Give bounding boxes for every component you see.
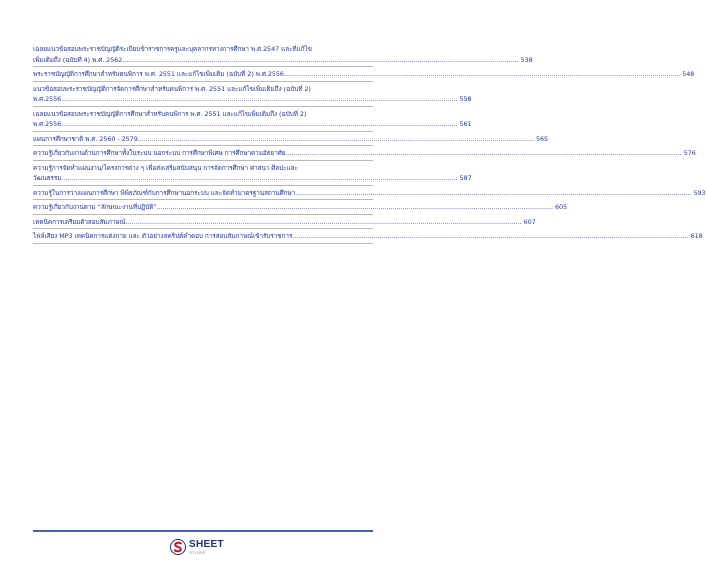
toc-leader-dots: ........................................................................................................................................................................................................ <box>283 70 681 78</box>
toc-leader-dots: ........................................................................................................................................................................................................ <box>285 149 682 157</box>
toc-entry[interactable] <box>33 67 695 82</box>
toc-leader-dots: ........................................................................................................................................................................................................ <box>122 55 519 64</box>
toc-entry-title: ความรู้การจัดทำแผนงาน/โครงการต่าง ๆ เพื่อส่งเสริมสนับสนุน การจัดการศึกษา ศาสนา ศิลปะและ <box>33 163 298 172</box>
toc-entry-title: เฉลยแนวข้อสอบพระราชบัญญัติการศึกษาสำหรับคนพิการ พ.ศ. 2551 และแก้ไขเพิ่มเติมถึง (ฉบับที่ 2) <box>33 109 307 118</box>
toc-page-number: 561 <box>459 120 472 128</box>
toc-entry-title: ความรู้เกี่ยวกับงานตาม “ลักษณะงานที่ปฏิบัติ” <box>33 203 157 211</box>
toc-page-number: 576 <box>683 149 696 157</box>
toc-page-number: 565 <box>536 134 549 143</box>
toc-page-number: 587 <box>459 174 472 182</box>
toc-leader-dots: ........................................................................................................................................................................................................ <box>61 120 458 128</box>
toc-entry-title: เฉลยแนวข้อสอบพระราชบัญญัติระเบียบข้าราชการครูและบุคลากรทางการศึกษา พ.ศ.2547 และที่แก้ไข <box>33 45 312 53</box>
toc-leader-dots: ........................................................................................................................................................................................................ <box>295 188 692 197</box>
toc-entry[interactable] <box>33 146 696 161</box>
toc-leader-dots: ........................................................................................................................................................................................................ <box>292 232 689 240</box>
toc-entry[interactable] <box>33 132 549 147</box>
toc-entry[interactable] <box>33 82 472 107</box>
toc-entry[interactable] <box>33 215 536 230</box>
footer-divider <box>33 530 373 532</box>
toc-leader-dots: ........................................................................................................................................................................................................ <box>156 203 553 211</box>
table-of-contents <box>33 42 706 244</box>
toc-entry[interactable] <box>33 161 472 186</box>
toc-page-number: 538 <box>520 55 533 64</box>
toc-page-number: 593 <box>693 188 706 197</box>
toc-page-number: 558 <box>459 95 472 103</box>
toc-entry-title: เทคนิคการเตรียมตัวสอบสัมภาษณ์ <box>33 217 126 226</box>
toc-entry-title: แนวข้อสอบพระราชบัญญัติการจัดการศึกษาสำหรับคนพิการ พ.ศ. 2551 และแก้ไขเพิ่มเติมถึง (ฉบับที่ 2) <box>33 84 311 93</box>
toc-entry-title-continued: วัฒนธรรม <box>33 174 62 182</box>
toc-entry-title: แผนการศึกษาชาติ พ.ศ. 2560 - 2579 <box>33 134 138 143</box>
toc-entry-title: ไฟล์เสียง MP3 เทคนิคการแต่งกาย และ ตัวอย่างสคริปต์คำตอบ การสอบสัมภาษณ์เข้ารับราชการ <box>33 232 293 240</box>
toc-entry-title-continued: เพิ่มเติมถึง (ฉบับที่ 4) พ.ศ. 2562 <box>33 55 123 64</box>
logo-wordmark: SHEET <box>189 538 224 550</box>
logo-subtext: STORE <box>189 549 206 555</box>
toc-entry[interactable] <box>33 200 568 215</box>
toc-page-number: 607 <box>523 217 536 226</box>
toc-page-number: 605 <box>554 203 568 211</box>
sheet-store-logo-icon <box>170 539 186 555</box>
toc-entry-title: ความรู้เกี่ยวกับงานด้านการศึกษาทั้งในระบบ นอกระบบ การศึกษาพิเศษ การศึกษาตามอัธยาศัย <box>33 149 286 157</box>
toc-leader-dots: ........................................................................................................................................................................................................ <box>137 134 535 143</box>
toc-page-number: 618 <box>690 232 703 240</box>
toc-entry-title-continued: พ.ศ.2556 <box>33 120 62 128</box>
toc-leader-dots: ........................................................................................................................................................................................................ <box>61 174 458 182</box>
toc-entry[interactable] <box>33 107 472 132</box>
toc-leader-dots: ........................................................................................................................................................................................................ <box>125 217 522 226</box>
toc-entry[interactable] <box>33 229 703 244</box>
sheet-store-logo <box>170 536 224 558</box>
toc-entry-title: พระราชบัญญัติการศึกษาสำหรับคนพิการ พ.ศ. 2551 และแก้ไขเพิ่มเติม (ฉบับที่ 2) พ.ศ.2556 <box>33 70 284 78</box>
toc-entry[interactable] <box>33 42 533 67</box>
toc-entry-title: ความรู้ในการวางแผนการศึกษา พิพิธภัณฑ์กับการศึกษานอกระบบ และจัดทำมาตรฐานสถานศึกษา <box>33 188 296 197</box>
toc-page-number: 548 <box>682 70 695 78</box>
toc-entry[interactable] <box>33 186 706 201</box>
toc-leader-dots: ........................................................................................................................................................................................................ <box>61 95 458 103</box>
toc-entry-title-continued: พ.ศ.2556 <box>33 95 62 103</box>
